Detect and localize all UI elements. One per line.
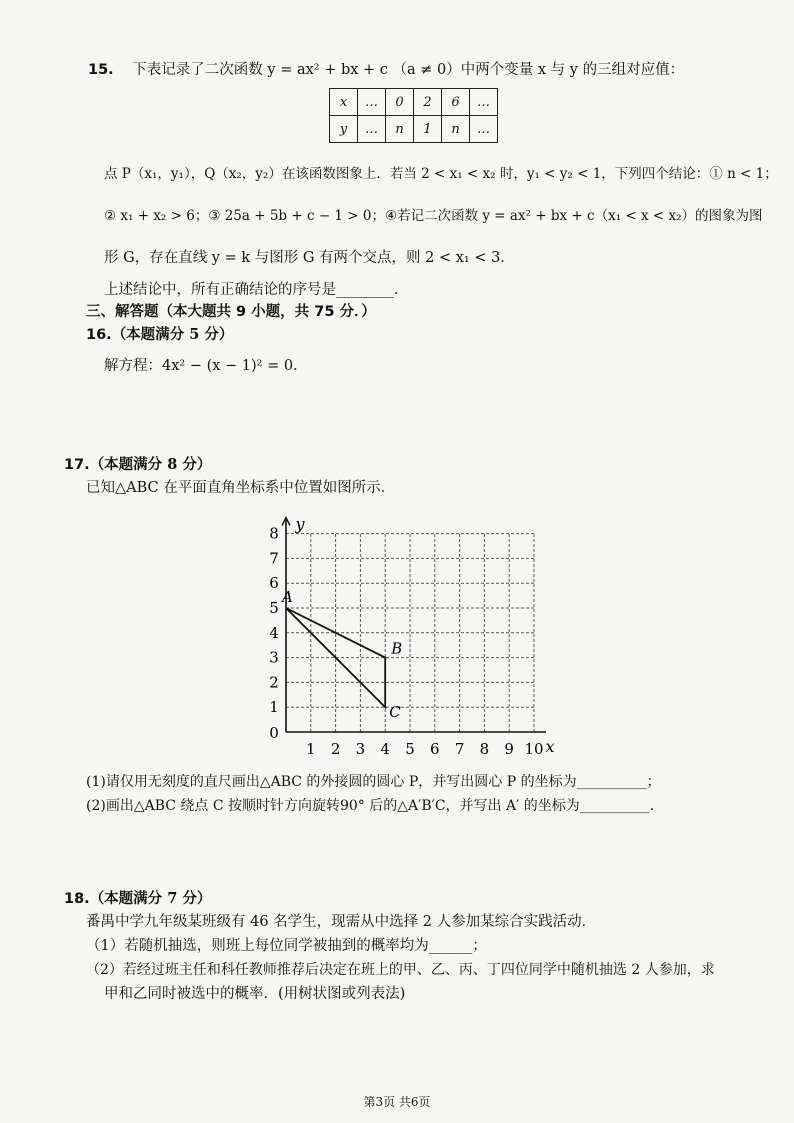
q15-intro: 下表记录了二次函数 y = ax² + bx + c （a ≠ 0）中两个变量 x 与 y 的三组对应值： <box>132 62 685 78</box>
table-cell: … <box>470 89 498 116</box>
q15-number: 15. <box>88 62 114 78</box>
table-cell: x <box>330 89 358 116</box>
q17-part1: (1)请仅用无刻度的直尺画出△ABC 的外接圆的圆心 P，并写出圆心 P 的坐标为__________； <box>86 774 661 790</box>
x-axis-label: x <box>545 737 555 756</box>
q18-score: （本题满分 7 分） <box>89 890 212 907</box>
x-tick-label: 2 <box>330 740 341 758</box>
q15-line4: 形 G，存在直线 y = k 与图形 G 有两个交点，则 2 < x₁ < 3． <box>104 250 515 266</box>
q16-header <box>86 326 233 344</box>
q16-text: 解方程：4x² − (x − 1)² = 0． <box>104 358 308 374</box>
y-tick-label: 2 <box>269 673 279 692</box>
y-tick-label: 3 <box>269 648 279 667</box>
q15-line2: 点 P（x₁，y₁），Q（x₂，y₂）在该函数图象上．若当 2 < x₁ < x₂ 时，y₁ < y₂ < 1，下列四个结论：① n < 1； <box>104 166 778 182</box>
table-cell: y <box>330 116 358 143</box>
x-tick-label: 8 <box>479 740 490 758</box>
table-cell: … <box>470 116 498 143</box>
x-tick-label: 5 <box>405 740 415 758</box>
q17-score: （本题满分 8 分） <box>89 456 212 473</box>
y-tick-label: 8 <box>269 524 279 543</box>
table-cell: 0 <box>386 89 414 116</box>
point-label: B <box>391 639 403 658</box>
table-cell: … <box>358 89 386 116</box>
table-cell: … <box>358 116 386 143</box>
q15-line3: ② x₁ + x₂ > 6；③ 25a + 5b + c − 1 > 0；④若记二次函数 y = ax² + bx + c（x₁ < x < x₂）的图象为图 <box>104 208 763 224</box>
x-tick-label: 10 <box>524 740 544 758</box>
triangle-abc <box>286 608 385 707</box>
y-tick-label: 4 <box>269 623 279 642</box>
point-label: A <box>282 588 293 606</box>
q18-part1: （1）若随机抽选，则班上每位同学被抽到的概率均为______； <box>86 938 487 954</box>
table-cell: 2 <box>414 89 442 116</box>
q18-text: 番禺中学九年级某班级有 46 名学生，现需从中选择 2 人参加某综合实践活动． <box>86 914 597 930</box>
y-tick-label: 1 <box>269 698 279 717</box>
value-table <box>329 88 498 143</box>
table-row <box>330 116 498 143</box>
x-tick-label: 6 <box>430 740 440 758</box>
q18-part2a: （2）若经过班主任和科任教师推荐后决定在班上的甲、乙、丙、丁四位同学中随机抽选 2 人参加，求 <box>86 962 715 978</box>
y-tick-label: 5 <box>269 599 279 617</box>
q17-text: 已知△ABC 在平面直角坐标系中位置如图所示． <box>86 480 396 496</box>
q18-part2b: 甲和乙同时被选中的概率．(用树状图或列表法) <box>104 986 406 1002</box>
table-cell: 6 <box>442 89 470 116</box>
q16-number: 16. <box>86 327 112 343</box>
page-footer: 第3页 共6页 <box>363 1095 431 1109</box>
x-tick-label: 7 <box>454 740 465 758</box>
q18-number: 18. <box>64 891 90 907</box>
x-tick-label: 4 <box>380 740 390 758</box>
q17-header <box>64 456 211 474</box>
table-cell: n <box>442 116 470 143</box>
q15 <box>88 62 684 79</box>
q17-number: 17. <box>64 457 90 473</box>
q15-line5: 上述结论中，所有正确结论的序号是________． <box>104 282 409 298</box>
y-tick-label: 6 <box>269 574 279 593</box>
x-tick-label: 1 <box>306 740 316 758</box>
q17-part2: (2)画出△ABC 绕点 C 按顺时针方向旋转90° 后的△A′B′C，并写出 A′ 的坐标为__________． <box>86 798 664 814</box>
y-axis-label: y <box>295 514 305 534</box>
y-tick-label: 7 <box>269 549 279 568</box>
origin-label: 0 <box>269 724 279 742</box>
section-title: 三、解答题（本大题共 9 小题，共 75 分．） <box>86 304 376 320</box>
coordinate-graph <box>258 506 568 762</box>
x-tick-label: 3 <box>355 740 366 758</box>
x-tick-label: 9 <box>504 740 514 758</box>
table-row <box>330 89 498 116</box>
q16-score: （本题满分 5 分） <box>111 326 234 343</box>
table-cell: 1 <box>414 116 442 143</box>
q18-header <box>64 890 211 908</box>
point-label: C <box>389 703 401 722</box>
table-cell: n <box>386 116 414 143</box>
